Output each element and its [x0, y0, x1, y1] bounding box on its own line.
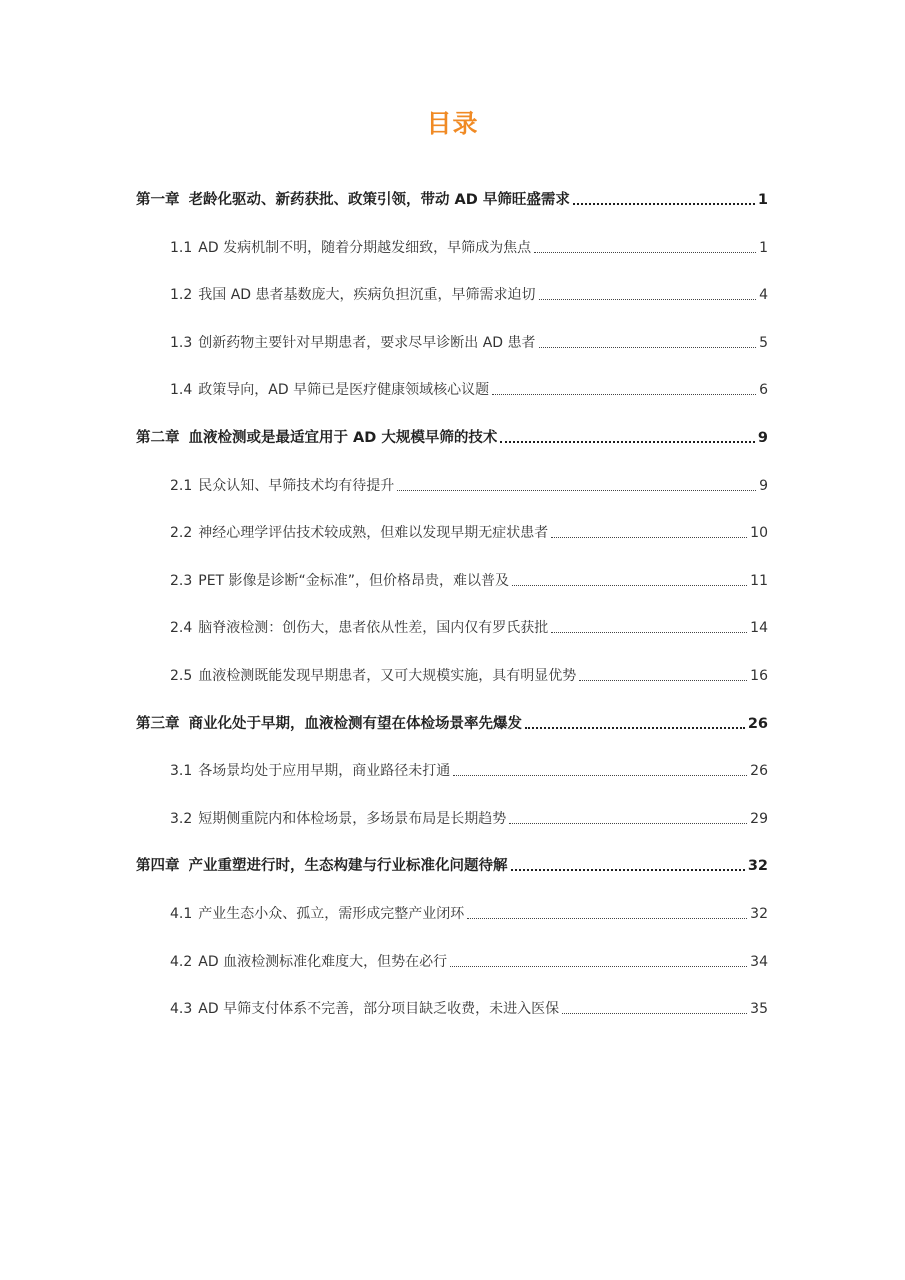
dot-leader: [539, 347, 757, 348]
toc-entry-number: 3.2: [170, 811, 193, 827]
toc-section-entry[interactable]: [170, 379, 768, 401]
dot-leader: [511, 869, 745, 871]
toc-section-entry[interactable]: [170, 522, 768, 544]
toc-entry-title: 民众认知、早筛技术均有待提升: [198, 478, 395, 494]
dot-leader: [551, 632, 747, 633]
toc-page-number: 9: [759, 478, 768, 494]
toc-entry-title: 政策导向，AD 早筛已是医疗健康领域核心议题: [198, 382, 490, 398]
toc-entry-number: 2.1: [170, 478, 193, 494]
toc-entry-number: 2.4: [170, 620, 193, 636]
toc-section-entry[interactable]: [170, 237, 768, 259]
toc-page-number: 6: [759, 382, 768, 398]
toc-page-number: 29: [750, 811, 768, 827]
toc-chapter-entry[interactable]: [136, 713, 768, 735]
toc-title: 目录: [426, 109, 479, 138]
toc-entry-title: 老龄化驱动、新药获批、政策引领，带动 AD 早筛旺盛需求: [188, 192, 570, 208]
toc-section-entry[interactable]: [170, 951, 768, 973]
toc-section-entry[interactable]: [170, 617, 768, 639]
toc-entry-number: 2.3: [170, 573, 193, 589]
dot-leader: [450, 966, 747, 967]
toc-section-entry[interactable]: [170, 475, 768, 497]
dot-leader: [467, 918, 747, 919]
dot-leader: [525, 727, 745, 729]
toc-entry-title: 血液检测既能发现早期患者，又可大规模实施，具有明显优势: [198, 668, 577, 684]
dot-leader: [492, 394, 756, 395]
toc-entry-title: 血液检测或是最适宜用于 AD 大规模早筛的技术: [188, 430, 498, 446]
toc-chapter-entry[interactable]: [136, 189, 768, 211]
toc-entry-title: 创新药物主要针对早期患者，要求尽早诊断出 AD 患者: [198, 335, 536, 351]
toc-chapter-entry[interactable]: [136, 855, 768, 877]
toc-page-number: 11: [750, 573, 768, 589]
toc-entry-number: 1.2: [170, 287, 193, 303]
toc-entry-title: 各场景均处于应用早期，商业路径未打通: [198, 763, 451, 779]
toc-page-number: 34: [750, 954, 768, 970]
toc-entry-title: 产业生态小众、孤立，需形成完整产业闭环: [198, 906, 465, 922]
toc-entry-number: 2.2: [170, 525, 193, 541]
dot-leader: [551, 537, 747, 538]
toc-page-number: 5: [759, 335, 768, 351]
toc-entry-title: 产业重塑进行时，生态构建与行业标准化问题待解: [188, 858, 508, 874]
toc-entry-number: 第四章: [136, 858, 180, 874]
toc-section-entry[interactable]: [170, 332, 768, 354]
toc-page-number: 26: [750, 763, 768, 779]
toc-entry-title: 短期侧重院内和体检场景，多场景布局是长期趋势: [198, 811, 507, 827]
dot-leader: [579, 680, 747, 681]
dot-leader: [539, 299, 757, 300]
toc-page-number: 35: [750, 1001, 768, 1017]
toc-entry-title: 我国 AD 患者基数庞大，疾病负担沉重，早筛需求迫切: [198, 287, 536, 303]
toc-page-number: 14: [750, 620, 768, 636]
toc-entry-title: AD 早筛支付体系不完善，部分项目缺乏收费，未进入医保: [198, 1001, 560, 1017]
toc-entry-number: 第三章: [136, 716, 180, 732]
toc-entry-number: 3.1: [170, 763, 193, 779]
toc-entry-number: 1.1: [170, 240, 193, 256]
dot-leader: [512, 585, 747, 586]
toc-entry-title: PET 影像是诊断“金标准”，但价格昂贵，难以普及: [198, 573, 510, 589]
toc-entry-number: 4.2: [170, 954, 193, 970]
toc-page-number: 26: [747, 716, 768, 732]
toc-page-number: 1: [757, 192, 768, 208]
toc-page-number: 1: [759, 240, 768, 256]
toc-entry-number: 1.4: [170, 382, 193, 398]
toc-entry-number: 4.1: [170, 906, 193, 922]
toc-page-number: 4: [759, 287, 768, 303]
toc-page-number: 16: [750, 668, 768, 684]
toc-entry-number: 第二章: [136, 430, 180, 446]
toc-section-entry[interactable]: [170, 284, 768, 306]
dot-leader: [534, 252, 756, 253]
toc-entry-title: AD 血液检测标准化难度大，但势在必行: [198, 954, 448, 970]
toc-section-entry[interactable]: [170, 903, 768, 925]
toc-section-entry[interactable]: [170, 808, 768, 830]
toc-page-number: 32: [750, 906, 768, 922]
toc-entry-number: 4.3: [170, 1001, 193, 1017]
toc-page-number: 9: [757, 430, 768, 446]
dot-leader: [562, 1013, 747, 1014]
toc-entry-number: 第一章: [136, 192, 180, 208]
dot-leader: [509, 823, 747, 824]
toc-section-entry[interactable]: [170, 570, 768, 592]
dot-leader: [453, 775, 747, 776]
toc-entry-number: 2.5: [170, 668, 193, 684]
toc-section-entry[interactable]: [170, 998, 768, 1020]
toc-entry-title: AD 发病机制不明，随着分期越发细致，早筛成为焦点: [198, 240, 532, 256]
toc-page-number: 10: [750, 525, 768, 541]
dot-leader: [573, 203, 755, 205]
dot-leader: [397, 490, 756, 491]
toc-section-entry[interactable]: [170, 665, 768, 687]
toc-page-number: 32: [747, 858, 768, 874]
toc-entry-title: 神经心理学评估技术较成熟，但难以发现早期无症状患者: [198, 525, 549, 541]
toc-entry-title: 脑脊液检测：创伤大，患者依从性差，国内仅有罗氏获批: [198, 620, 549, 636]
toc-chapter-entry[interactable]: [136, 427, 768, 449]
dot-leader: [500, 441, 755, 443]
toc-entry-title: 商业化处于早期，血液检测有望在体检场景率先爆发: [188, 716, 522, 732]
toc-entry-number: 1.3: [170, 335, 193, 351]
toc-section-entry[interactable]: [170, 760, 768, 782]
